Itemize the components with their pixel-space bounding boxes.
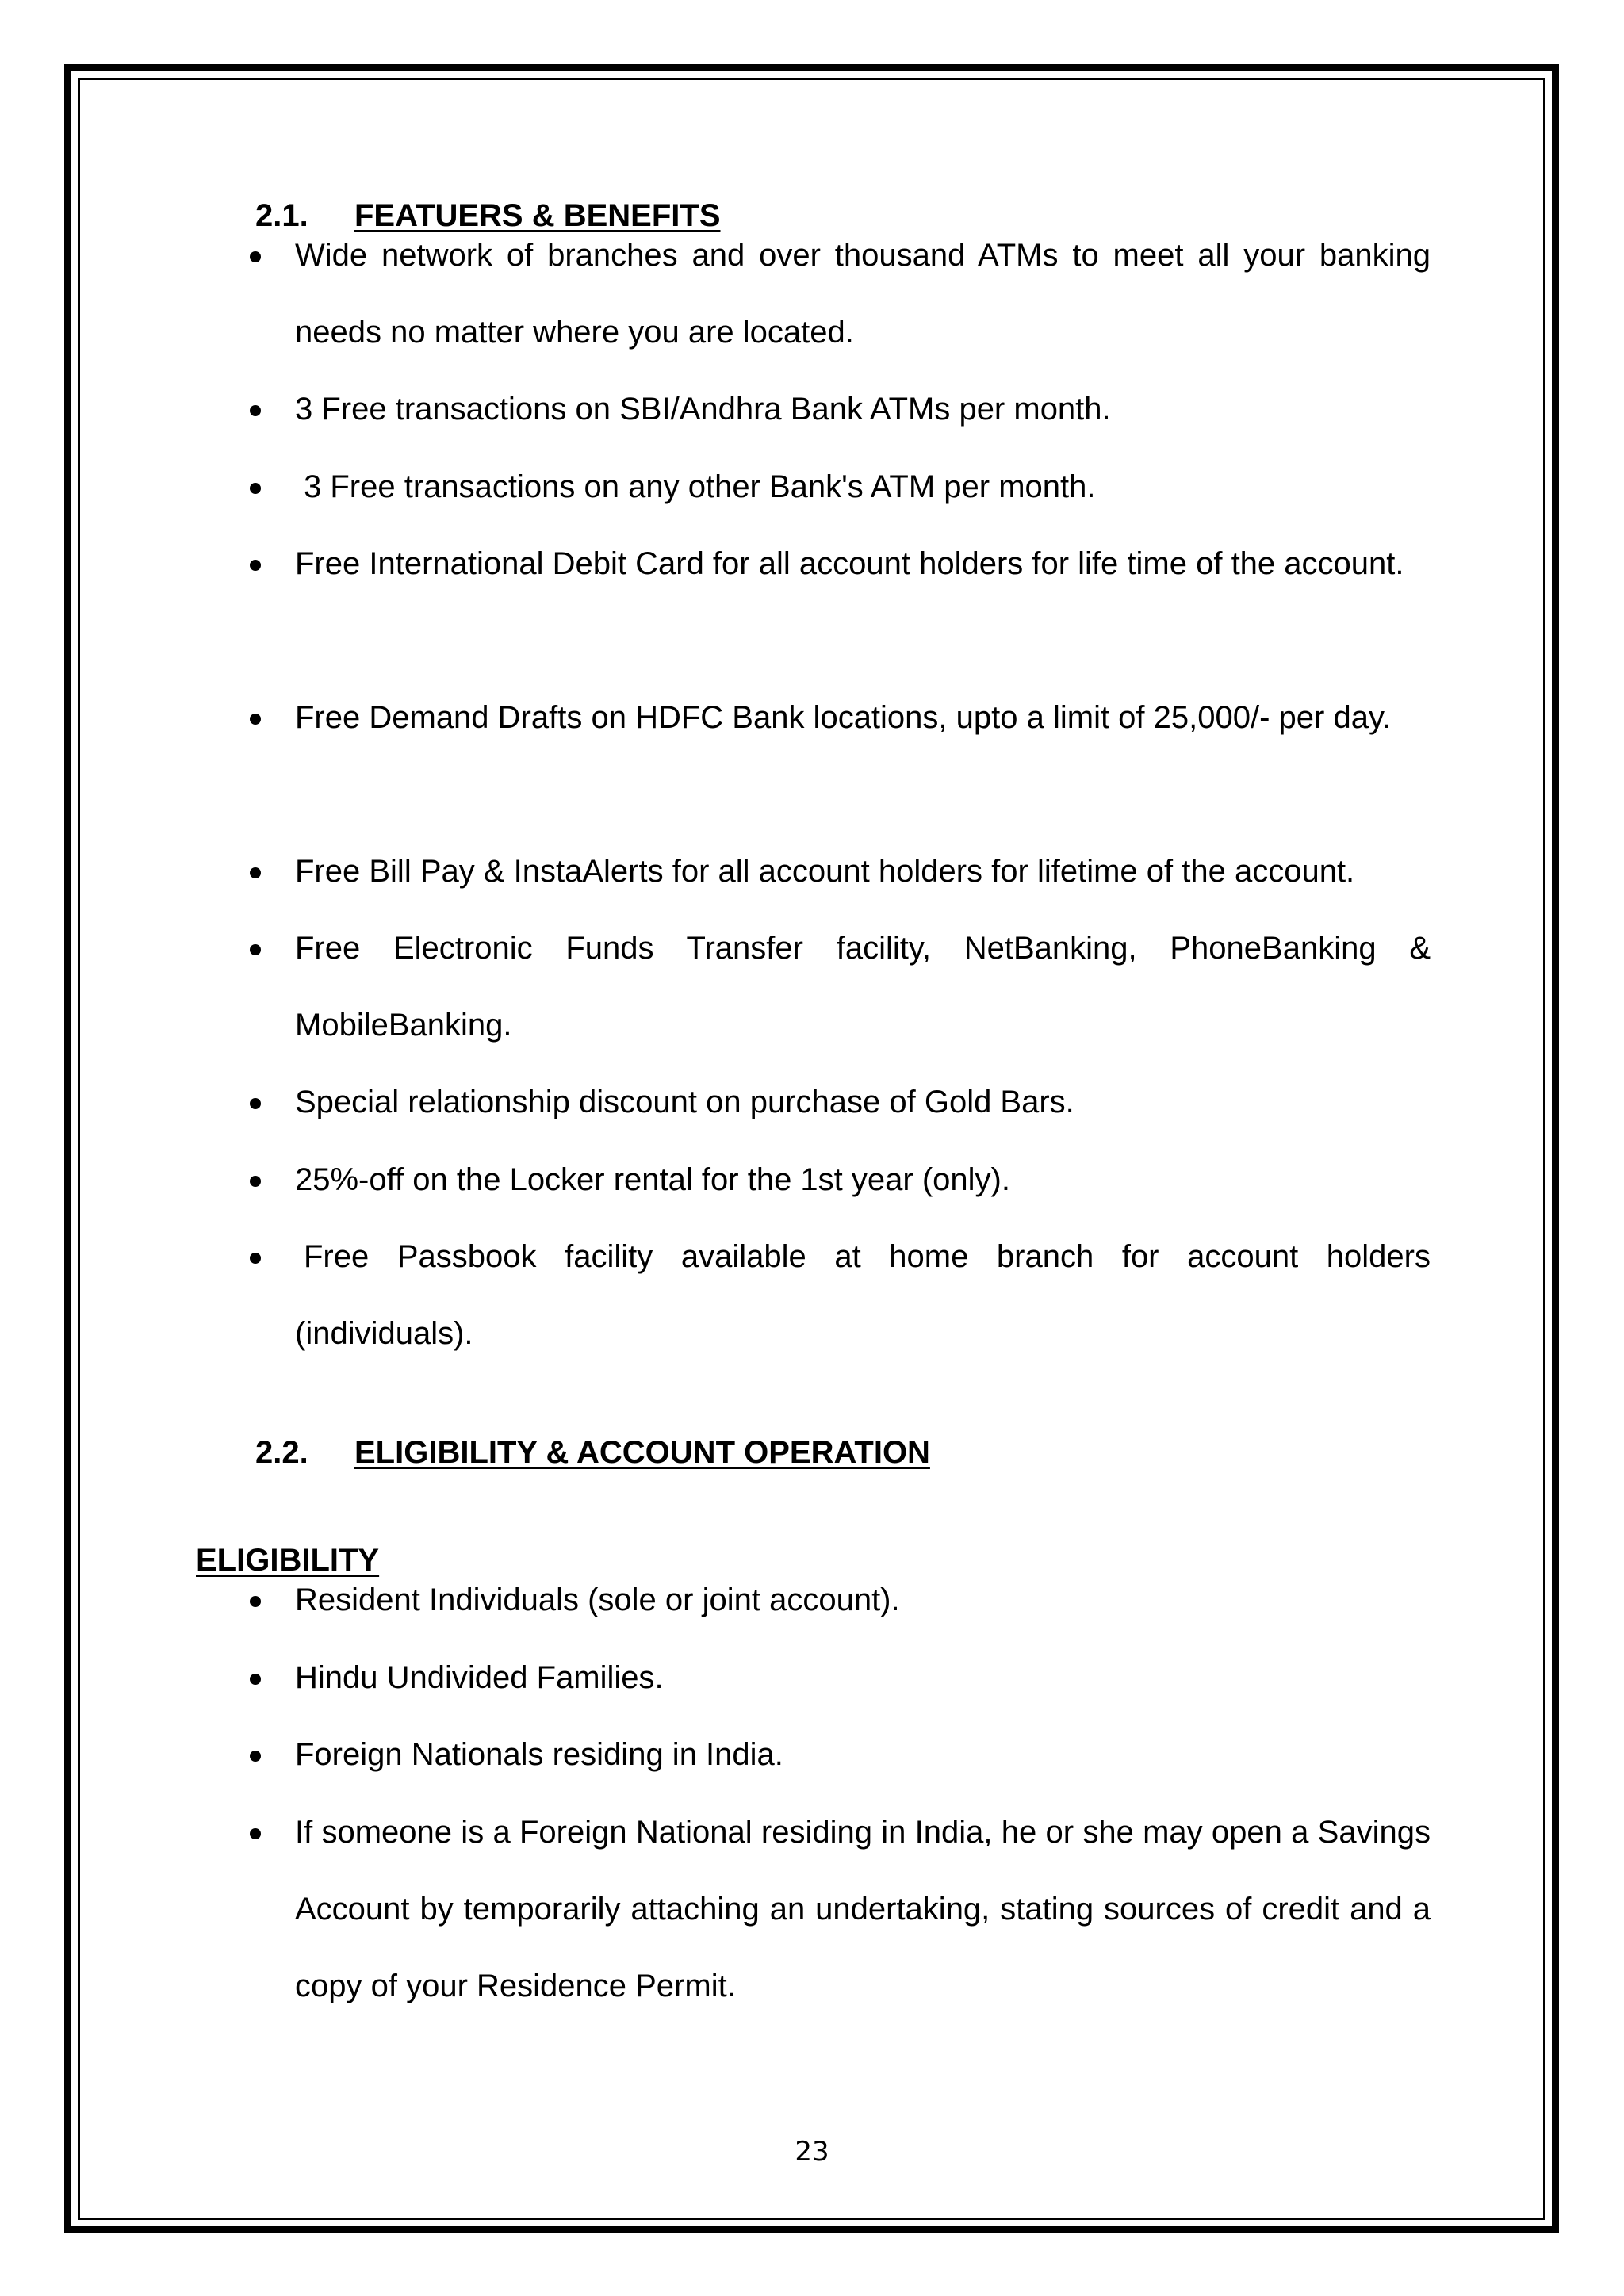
bullet-icon xyxy=(250,1751,261,1762)
list-item-text: Free Passbook facility available at home branch for account holders (individuals). xyxy=(295,1239,1431,1351)
bullet-icon xyxy=(250,1253,261,1264)
bullet-icon xyxy=(250,867,261,878)
page-number: 23 xyxy=(795,2136,829,2168)
list-item-text: 3 Free transactions on SBI/Andhra Bank ATMs per month. xyxy=(295,392,1111,427)
bullet-icon xyxy=(250,405,261,416)
bullet-icon xyxy=(250,1098,261,1109)
bullet-icon xyxy=(250,560,261,571)
eligibility-subheading: ELIGIBILITY xyxy=(196,1543,380,1578)
list-item-text: Resident Individuals (sole or joint account). xyxy=(295,1582,900,1617)
list-item-text: Foreign Nationals residing in India. xyxy=(295,1737,783,1772)
bullet-icon xyxy=(250,483,261,494)
list-item-text: 3 Free transactions on any other Bank's ATM per month. xyxy=(304,469,1096,504)
list-item-text: Free Electronic Funds Transfer facility, NetBanking, PhoneBanking & MobileBanking. xyxy=(295,931,1431,1043)
section-number: 2.1. xyxy=(255,198,308,233)
list-item-text: Free Demand Drafts on HDFC Bank locations, upto a limit of 25,000/- per day. xyxy=(295,700,1392,735)
list-item-text: Free Bill Pay & InstaAlerts for all account holders for lifetime of the account. xyxy=(295,854,1355,889)
section-number: 2.2. xyxy=(255,1435,308,1470)
list-item-text: Special relationship discount on purchase of Gold Bars. xyxy=(295,1085,1074,1119)
bullet-icon xyxy=(250,1596,261,1607)
list-item-text: 25%-off on the Locker rental for the 1st year (only). xyxy=(295,1162,1010,1197)
section-title: FEATUERS & BENEFITS xyxy=(354,198,721,233)
bullet-icon xyxy=(250,1674,261,1685)
bullet-icon xyxy=(250,1828,261,1839)
list-item-text: Free International Debit Card for all account holders for life time of the account. xyxy=(295,546,1404,581)
list-item-text: If someone is a Foreign National residing in India, he or she may open a Savings Account by temporarily attaching an undertaking, stating sources of credit and a copy of your Residence Permit. xyxy=(295,1815,1431,2003)
bullet-icon xyxy=(250,944,261,955)
list-item-text: Hindu Undivided Families. xyxy=(295,1660,664,1695)
section-title: ELIGIBILITY & ACCOUNT OPERATION xyxy=(354,1435,930,1470)
bullet-icon xyxy=(250,251,261,262)
bullet-icon xyxy=(250,714,261,725)
list-item-text: Wide network of branches and over thousand ATMs to meet all your banking needs no matter where you are located. xyxy=(295,238,1431,350)
bullet-icon xyxy=(250,1176,261,1187)
